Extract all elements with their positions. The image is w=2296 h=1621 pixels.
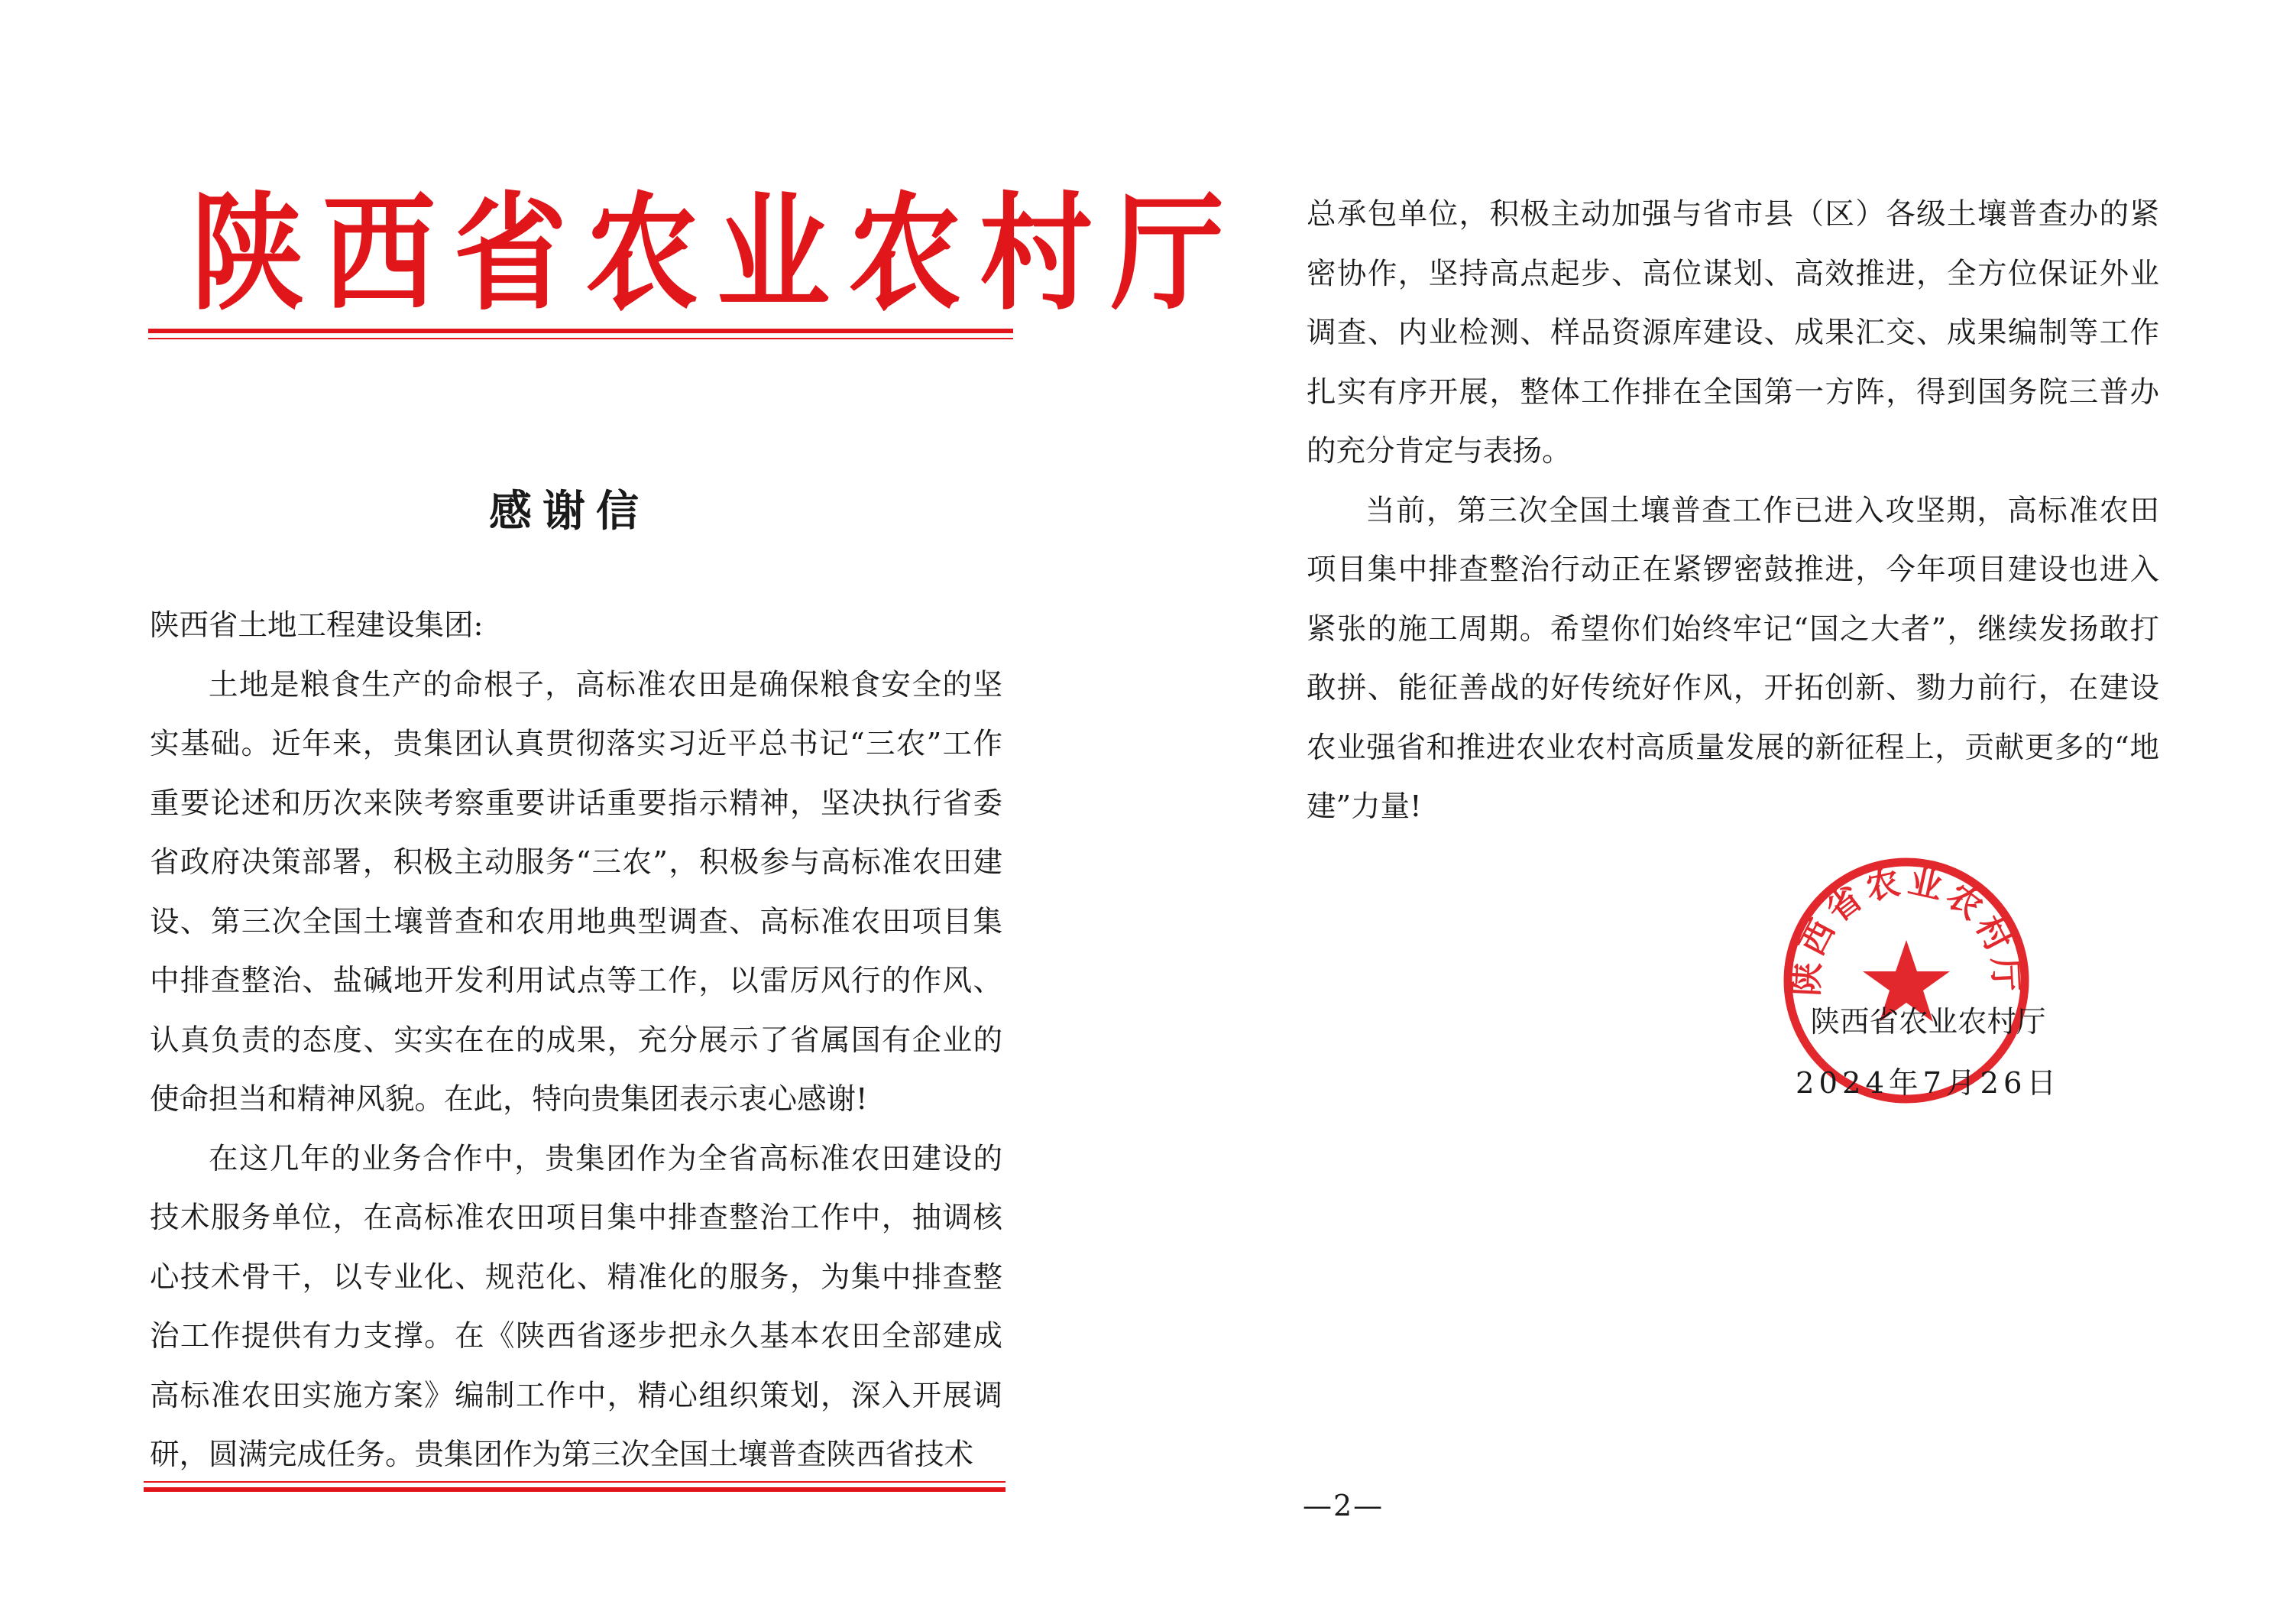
letter-body-left (150, 596, 1002, 1485)
paragraph-2-part-2: 总承包单位，积极主动加强与省市县（区）各级土壤普查办的紧密协作，坚持高点起步、高位谋划、高效推进，全方位保证外业调查、内业检测、样品资源库建设、成果汇交、成果编制等工作扎实有序开展，整体工作排在全国第一方阵，得到国务院三普办的充分肯定与表扬。 (1307, 197, 2159, 468)
paragraph-1: 土地是粮食生产的命根子，高标准农田是确保粮食安全的坚实基础。近年来，贵集团认真贯彻落实习近平总书记“三农”工作重要论述和历次来陕考察重要讲话重要指示精神，坚决执行省委省政府决策部署，积极主动服务“三农”，积极参与高标准农田建设、第三次全国土壤普查和农用地典型调查、高标准农田项目集中排查整治、盐碱地开发利用试点等工作，以雷厉风行的作风、认真负责的态度、实实在在的成果，充分展示了省属国有企业的使命担当和精神风貌。在此，特向贵集团表示衷心感谢! (150, 667, 1002, 1117)
signature-organization: 陕西省农业农村厅 (1810, 1005, 2046, 1039)
paragraph-2-part-1: 在这几年的业务合作中，贵集团作为全省高标准农田建设的技术服务单位，在高标准农田项目集中排查整治工作中，抽调核心技术骨干，以专业化、规范化、精准化的服务，为集中排查整治工作提供有力支撑。在《陕西省逐步把永久基本农田全部建成高标准农田实施方案》编制工作中，精心组织策划，深入开展调研，圆满完成任务。贵集团作为第三次全国土壤普查陕西省技术 (150, 1141, 1002, 1472)
letter-title: 感谢信 (489, 486, 649, 537)
paragraph-3: 当前，第三次全国土壤普查工作已进入攻坚期，高标准农田项目集中排查整治行动正在紧锣密鼓推进，今年项目建设也进入紧张的施工周期。希望你们始终牢记“国之大者”，继续发扬敢打敢拼、能征善战的好传统好作风，开拓创新、勠力前行，在建设农业强省和推进农业农村高质量发展的新征程上，贡献更多的“地建”力量! (1307, 493, 2159, 824)
seal-lettering: 陕西省农业农村厅 (1786, 861, 2026, 997)
masthead-rule-thick (148, 329, 1013, 333)
masthead-title: 陕西省农业农村厅 (191, 178, 1242, 328)
letter-body-right (1307, 185, 2159, 837)
footer-rule-thin (144, 1481, 1006, 1483)
page-number: —2— (1303, 1489, 1384, 1522)
masthead-rule-thin (148, 338, 1013, 339)
signature-block (1796, 992, 2061, 1114)
footer-rule-thick (144, 1487, 1006, 1492)
signature-date: 2024年7月26日 (1796, 1066, 2061, 1101)
salutation: 陕西省土地工程建设集团: (150, 608, 484, 643)
